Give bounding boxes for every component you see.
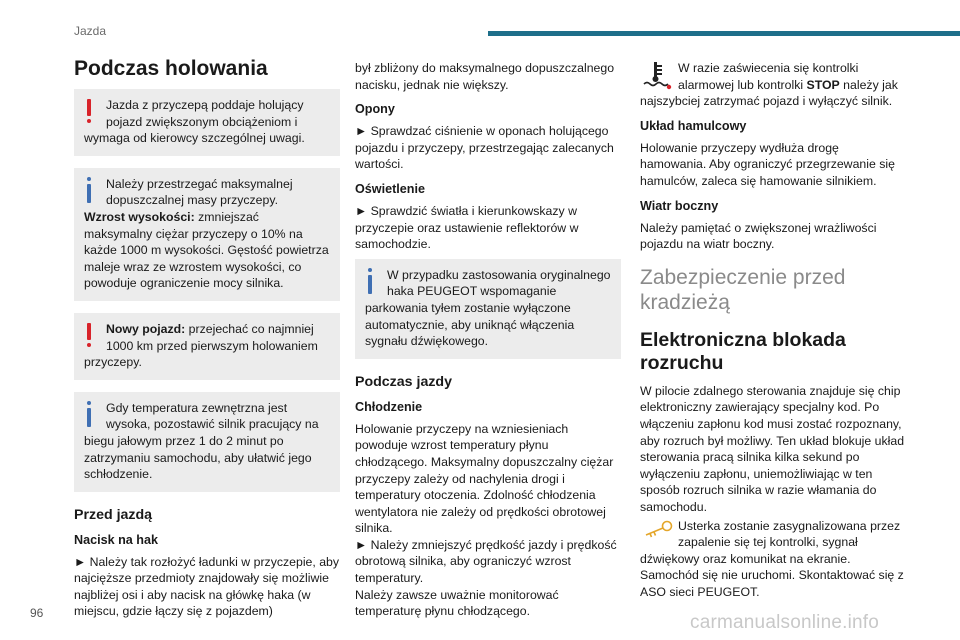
immobiliser-title: Elektroniczna blokada rozruchu xyxy=(640,328,846,374)
hitch-load-title: Nacisk na hak xyxy=(74,532,159,547)
watermark: carmanualsonline.info xyxy=(690,612,880,633)
header-accent-bar xyxy=(488,31,960,36)
immobiliser-text: W pilocie zdalnego sterowania znajduje się chip elektroniczny zawierający specjalny kod. Po włączeniu zapłonu kod musi zostać rozpoznany, aby rozruch był możliwy. Ten układ blokuje układ sterowania pracą silnika kilka sekund po wyłączeniu zapłonu, uniemożliwiając w ten sposób rozruch silnika w razie włamania do samochodu. xyxy=(640,383,905,514)
while-driving-title: Podczas jazdy xyxy=(355,373,452,390)
info-box-1 xyxy=(74,168,340,301)
hitch-load-text: ► Należy tak rozłożyć ładunki w przyczepie, aby najcięższe przedmioty znajdowały się możliwie najbliżej osi i aby nacisk na główkę haka (w miejscu, gdzie łączy się z pojazdem) xyxy=(74,554,340,619)
coolant-alert-block xyxy=(640,60,906,110)
info-icon xyxy=(365,267,385,297)
warning-icon xyxy=(84,97,104,127)
hitch-load-continued: był zbliżony do maksymalnego dopuszczalnego nacisku, jednak nie większy. xyxy=(355,61,615,92)
coolant-temperature-warning-icon xyxy=(640,60,676,90)
lighting-text: ► Sprawdzić światła i kierunkowskazy w przyczepie oraz ustawienie reflektorów w samochodzie. xyxy=(355,203,579,252)
section-label: Jazda xyxy=(74,24,107,38)
immobiliser-fault-block xyxy=(640,518,906,601)
crosswind-title: Wiatr boczny xyxy=(640,198,719,213)
tyres-text: ► Sprawdzać ciśnienie w oponach holującego pojazdu i przyczepy, przestrzegając zalecanych wartości. xyxy=(355,124,614,172)
warning-box-2 xyxy=(74,313,340,380)
column-left xyxy=(74,56,340,626)
column-right xyxy=(640,60,906,600)
warning-box-1 xyxy=(74,89,340,156)
key-warning-icon xyxy=(640,518,676,548)
immobiliser-fault-text: Usterka zostanie zasygnalizowana przez zapalenie się tej kontrolki, sygnał dźwiękowy oraz komunikat na ekranie. Samochód się nie uruchomi. Skontaktować się z ASO sieci PEUGEOT. xyxy=(640,518,904,599)
cooling-title: Chłodzenie xyxy=(355,399,423,414)
warning-icon xyxy=(84,321,104,351)
anti-theft-title: Zabezpieczenie przed kradzieżą xyxy=(640,265,846,314)
column-middle xyxy=(355,60,621,620)
brakes-title: Układ hamulcowy xyxy=(640,118,747,133)
warning-text-1: Jazda z przyczepą poddaje holujący pojazd zwiększonym obciążeniom i wymaga od kierowcy szczególnej uwagi. xyxy=(84,98,305,146)
cooling-text: Holowanie przyczepy na wzniesieniach powoduje wzrost temperatury płynu chłodzącego. Maksymalny dopuszczalny ciężar przyczepy zależy od nachylenia drogi i temperatury otoczenia. Zdolność chłodzenia wentylatora nie zależy od prędkości obrotowej silnika. ► Należy zmniejszyć prędkość jazdy i prędkość obrotową silnika, aby ograniczyć wzrost temperatury. Należy zawsze uważnie monitorować temperaturę płynu chłodzącego. xyxy=(355,421,617,619)
info-icon xyxy=(84,400,104,430)
lighting-title: Oświetlenie xyxy=(355,181,425,196)
towing-title: Podczas holowania xyxy=(74,57,268,80)
info-box-2 xyxy=(74,392,340,492)
info-icon xyxy=(84,176,104,206)
info-text-1: Należy przestrzegać maksymalnej dopuszczalnej masy przyczepy. Wzrost wysokości: zmniejszać maksymalny ciężar przyczepy o 10% na każde 1000 m wysokości. Gęstość powietrza maleje wraz ze wzrostem wysokości, co powoduje ograniczenie mocy silnika. xyxy=(84,176,329,291)
page-number: 96 xyxy=(30,606,44,620)
info-text-2: Gdy temperatura zewnętrzna jest wysoka, pozostawić silnik pracujący na biegu jałowym przez 1 do 2 minut po zatrzymaniu samochodu, aby ułatwić jego schłodzenie. xyxy=(84,400,319,482)
coolant-alert-text: W razie zaświecenia się kontrolki alarmowej lub kontrolki STOP należy jak najszybciej zatrzymać pojazd i wyłączyć silnik. xyxy=(640,61,898,109)
info-box-3 xyxy=(355,259,621,359)
warning-text-2: Nowy pojazd: przejechać co najmniej 1000 km przed pierwszym holowaniem przyczepy. xyxy=(84,321,318,370)
tyres-title: Opony xyxy=(355,102,395,117)
info-text-3: W przypadku zastosowania oryginalnego haka PEUGEOT wspomaganie parkowania tyłem zostanie wyłączone automatycznie, aby uniknąć włączenia sygnału dźwiękowego. xyxy=(365,267,611,349)
brakes-text: Holowanie przyczepy wydłuża drogę hamowania. Aby ograniczyć przegrzewanie się hamulców, zaleca się hamowanie silnikiem. xyxy=(640,140,895,188)
before-driving-title: Przed jazdą xyxy=(74,506,153,523)
crosswind-text: Należy pamiętać o zwiększonej wrażliwości pojazdu na wiatr boczny. xyxy=(640,220,877,252)
